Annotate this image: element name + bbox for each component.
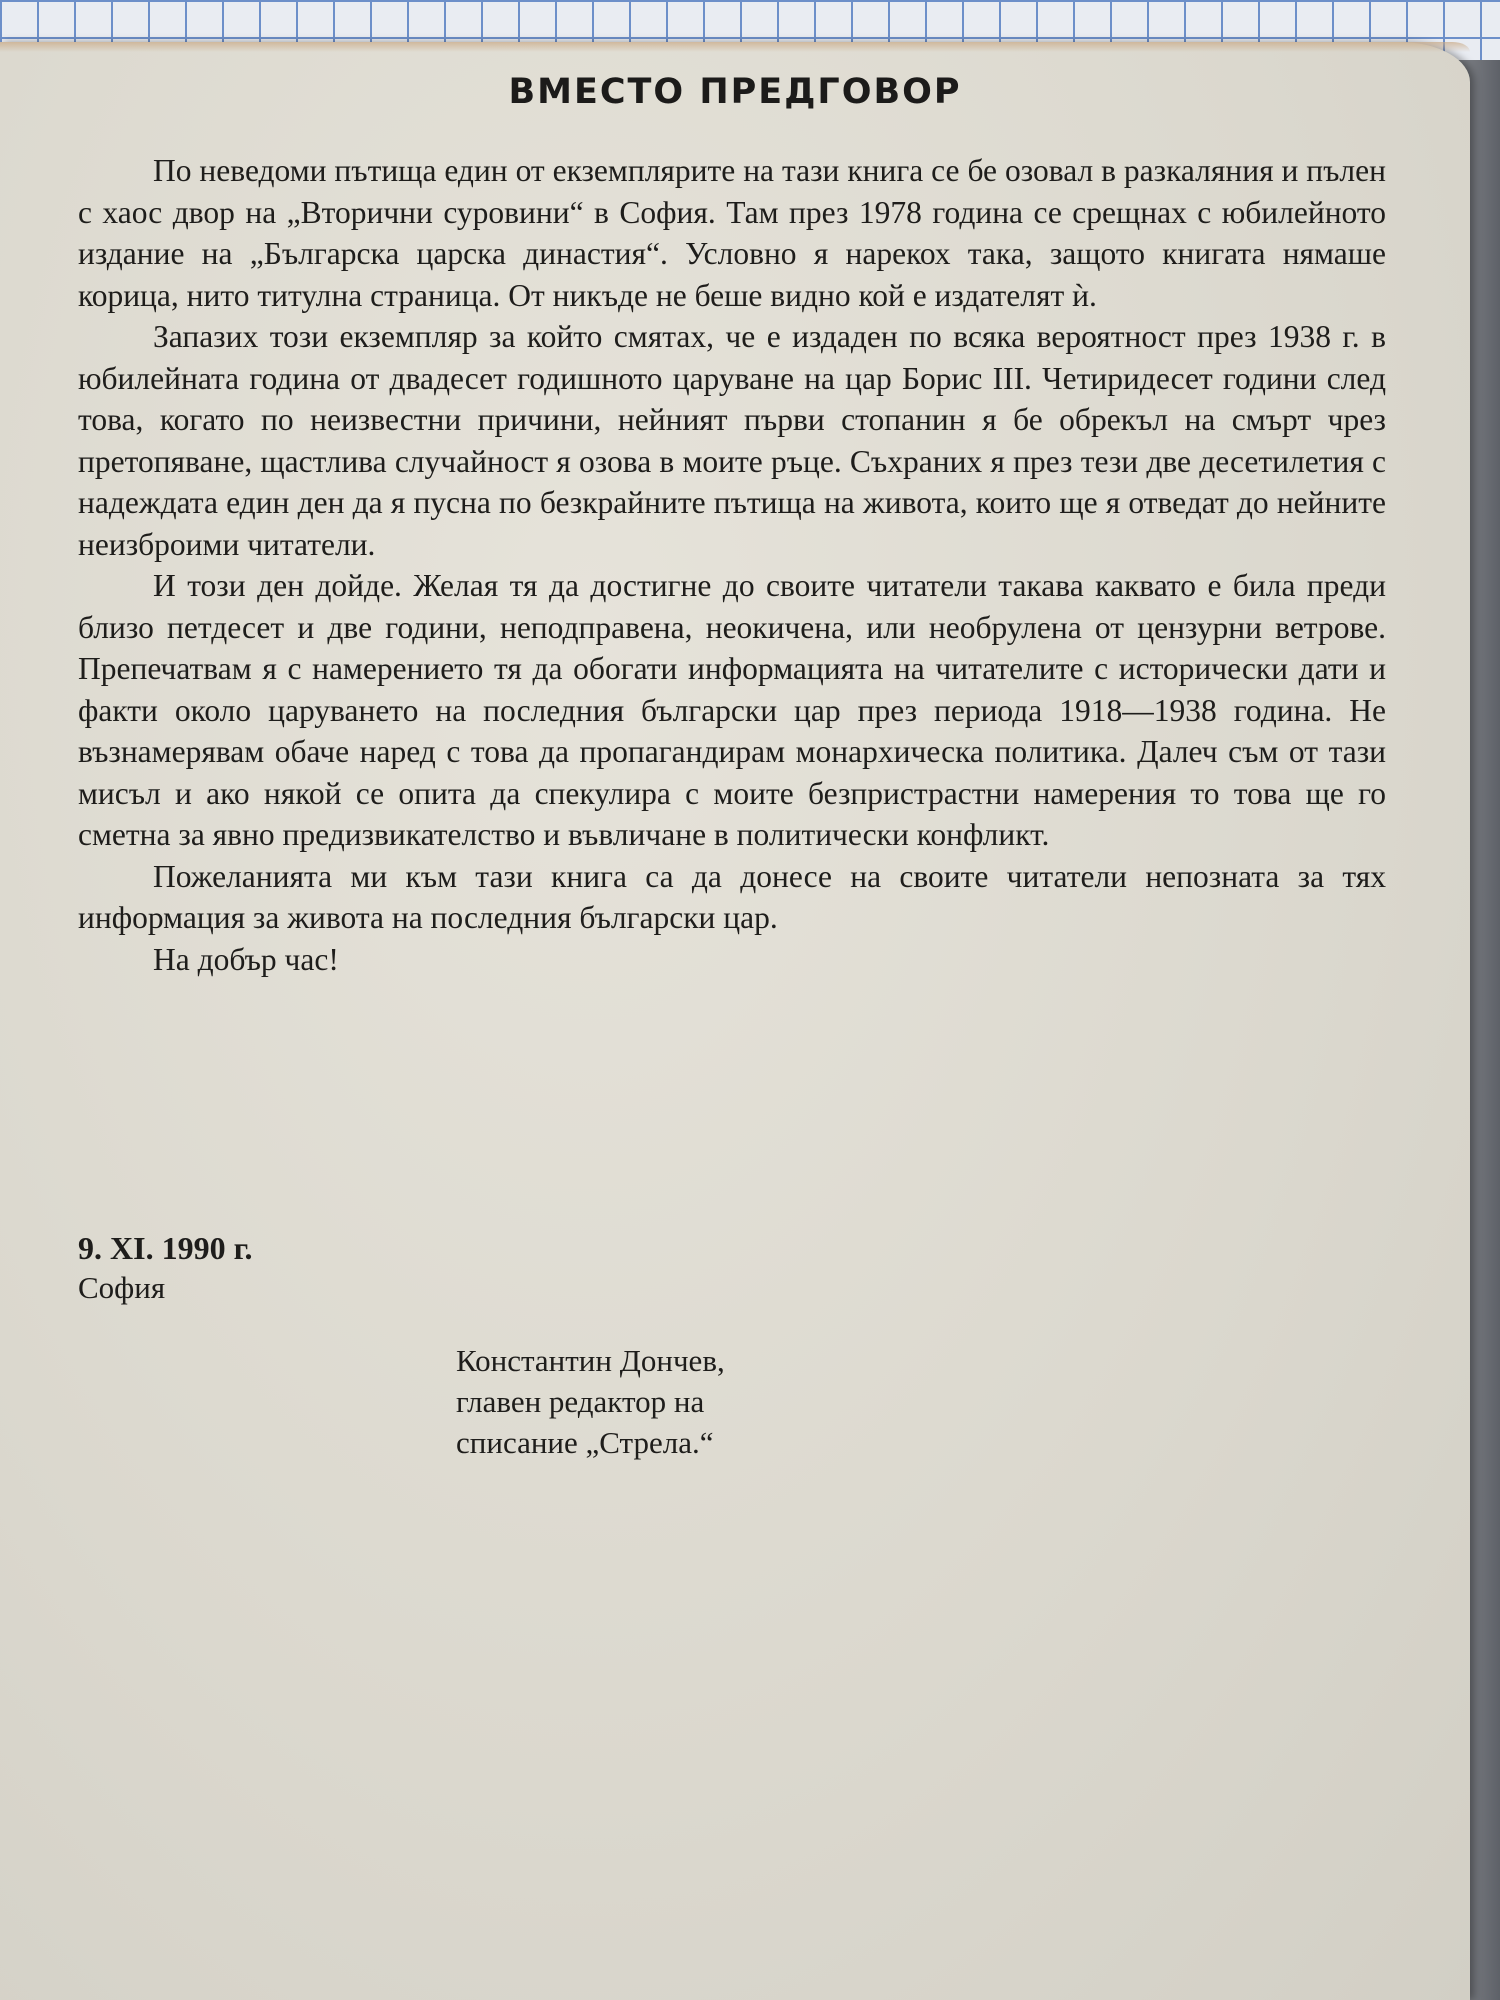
paragraph-closing: На добър час! xyxy=(153,941,339,977)
paragraph-3: И този ден дойде. Желая тя да достигне до своите читатели такава каквато е била преди близо петдесет и две години, неподправена, неокичена, или необрулена от цензурни ветрове. Препечатвам я с намерението тя да обогати информацията на читателите с исторически дати и факти около царуването на последния български цар през периода 1918—1938 година. Не възнамерявам обаче наред с това да пропагандирам монархическа политика. Далеч съм от тази мисъл и ако някой се опита да спекулира с моите безпристрастни намерения то това ще го сметна за явно предизвикателство и въвличане в политически конфликт. xyxy=(78,568,1386,852)
signature-name: Константин Дончев, xyxy=(456,1343,725,1378)
paragraph-4: Пожеланията ми към тази книга са да донесе на своите читатели непозната за тях информация за живота на последния български цар. xyxy=(78,858,1386,935)
paragraph-2: Запазих този екземпляр за който смятах, че е издаден по всяка вероятност през 1938 г. в юбилейната година от двадесет годишното царуване на цар Борис III. Четиридесет години след това, когато по неизвестни причини, нейният първи стопанин я бе обрекъл на смърт чрез претопяване, щастлива случайност я озова в моите ръце. Съхраних я през тези две десетилетия с надеждата един ден да я пусна по безкрайните пътища на живота, които ще я отведат до нейните неизброими читатели. xyxy=(78,319,1386,562)
signature-block xyxy=(456,1340,725,1463)
city: София xyxy=(78,1270,166,1305)
page-title: ВМЕСТО ПРЕДГОВОР xyxy=(508,72,962,112)
paragraph-1: По неведоми пътища един от екземплярите на тази книга се бе озовал в разкаляния и пълен с хаос двор на „Вторични суровини“ в София. Там през 1978 година се срещнах с юбилейното издание на „Българска царска династия“. Условно я нарекох така, защото книгата нямаше корица, нито титулна страница. От никъде не беше видно кой е издателят ѝ. xyxy=(78,153,1386,313)
date-place xyxy=(78,1228,252,1308)
signature-magazine: списание „Стрела.“ xyxy=(456,1425,714,1460)
page-top-edge xyxy=(0,42,1470,52)
signature-role: главен редактор на xyxy=(456,1384,705,1419)
foreword-body xyxy=(78,150,1386,980)
date: 9. XI. 1990 г. xyxy=(78,1230,253,1266)
